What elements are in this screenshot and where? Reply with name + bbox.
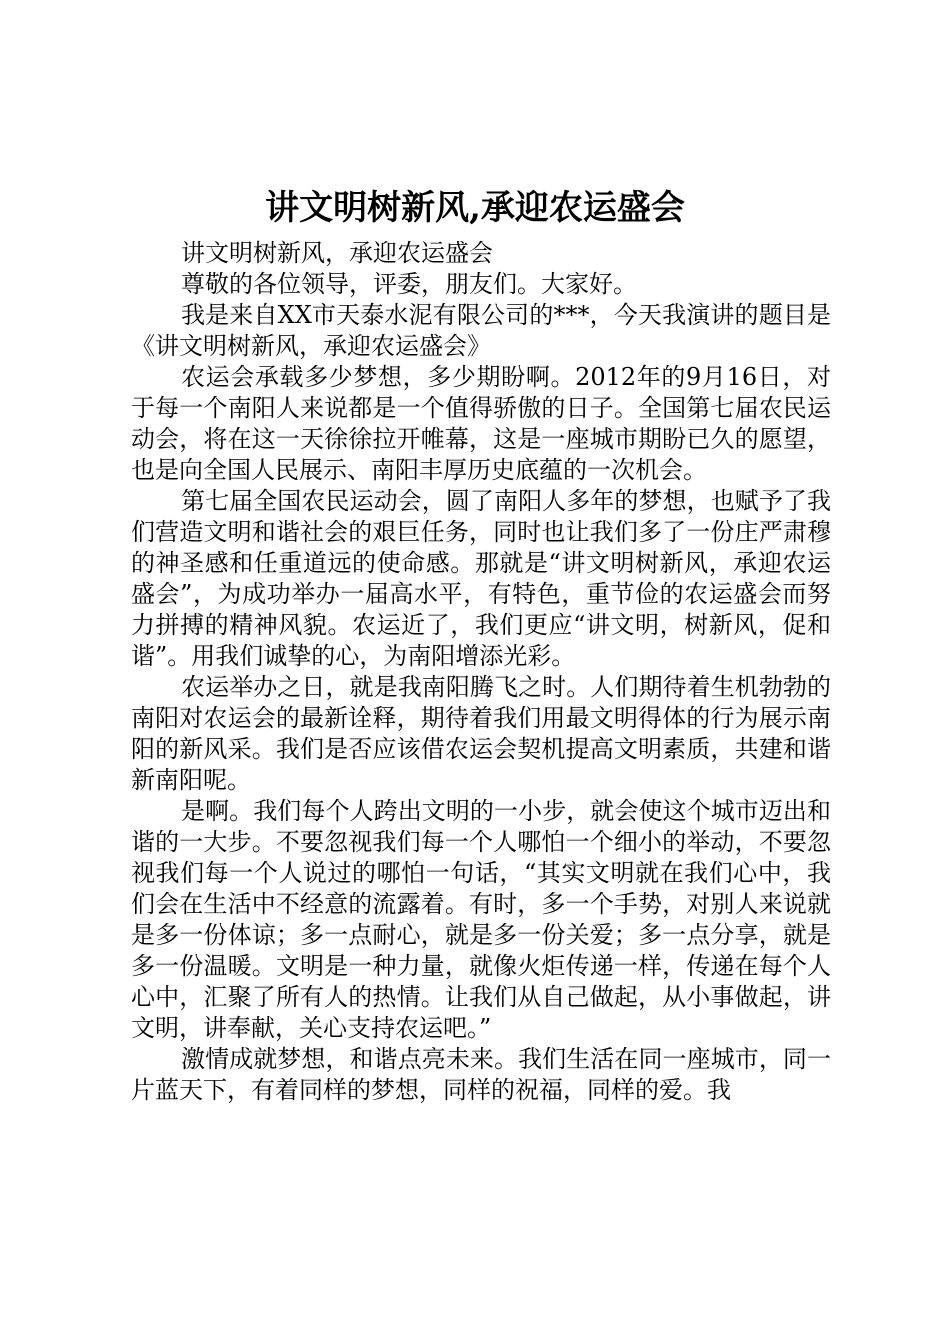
document-title: 讲文明树新风,承迎农运盛会 bbox=[265, 188, 685, 228]
paragraph-greeting: 尊敬的各位领导，评委，朋友们。大家好。 bbox=[181, 270, 637, 298]
paragraph-introduction: 我是来自XX市天泰水泥有限公司的***，今天我演讲的题目是《讲文明树新风，承迎农运盛会》 bbox=[131, 301, 831, 360]
paragraph: 是啊。我们每个人跨出文明的一小步，就会使这个城市迈出和谐的一大步。不要忽视我们每一个人哪怕一个细小的举动，不要忽视我们每一个人说过的哪怕一句话，“其实文明就在我们心中，我们会在生活中不经意的流露着。有时，多一个手势，对别人来说就是多一份体谅；多一点耐心，就是多一份关爱；多一点分享，就是多一份温暖。文明是一种力量，就像火炬传递一样，传递在每个人心中，汇聚了所有人的热情。让我们从自己做起，从小事做起，讲文明，讲奉献，关心支持农运吧。” bbox=[131, 797, 831, 1042]
paragraph-subtitle: 讲文明树新风，承迎农运盛会 bbox=[181, 239, 493, 267]
paragraph: 农运会承载多少梦想，多少期盼啊。2012年的9月16日，对于每一个南阳人来说都是一个值得骄傲的日子。全国第七届农民运动会，将在这一天徐徐拉开帷幕，这是一座城市期盼已久的愿望，也是向全国人民展示、南阳丰厚历史底蕴的一次机会。 bbox=[131, 363, 831, 484]
paragraph: 农运举办之日，就是我南阳腾飞之时。人们期待着生机勃勃的南阳对农运会的最新诠释，期待着我们用最文明得体的行为展示南阳的新风采。我们是否应该借农运会契机提高文明素质，共建和谐新南阳呢。 bbox=[131, 673, 831, 794]
paragraph: 激情成就梦想，和谐点亮未来。我们生活在同一座城市，同一片蓝天下，有着同样的梦想，同样的祝福，同样的爱。我 bbox=[131, 1045, 831, 1104]
document-body bbox=[131, 238, 831, 1106]
paragraph: 第七届全国农民运动会，圆了南阳人多年的梦想，也赋予了我们营造文明和谐社会的艰巨任务，同时也让我们多了一份庄严肃穆的神圣感和任重道远的使命感。那就是“讲文明树新风，承迎农运盛会”，为成功举办一届高水平，有特色，重节俭的农运盛会而努力拼搏的精神风貌。农运近了，我们更应“讲文明，树新风，促和谐”。用我们诚挚的心，为南阳增添光彩。 bbox=[131, 487, 831, 670]
